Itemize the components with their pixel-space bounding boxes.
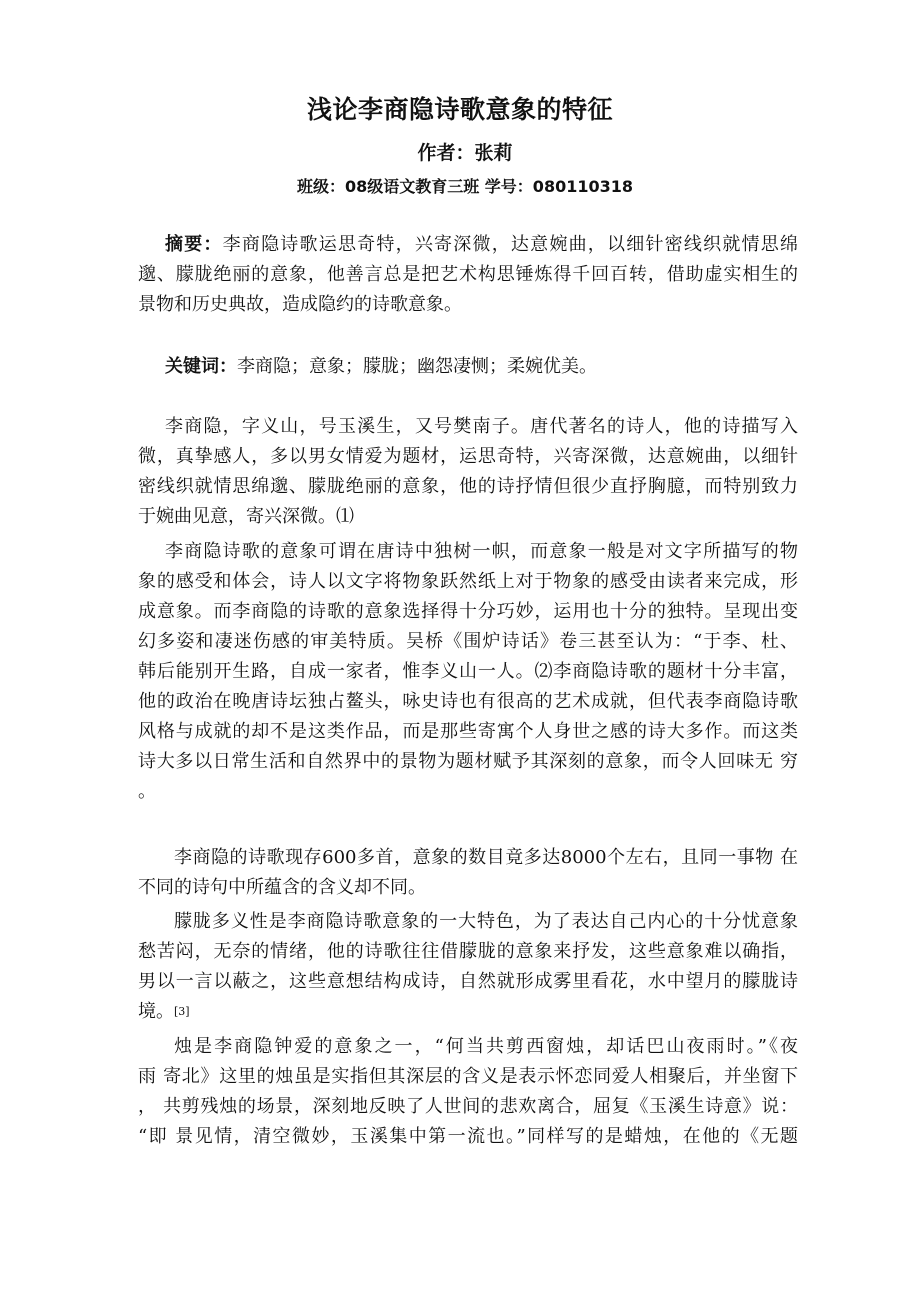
abstract-line [138, 230, 798, 260]
paragraph-4 [138, 907, 798, 1027]
paragraph-line: 微，真挚感人，多以男女情爱为题材，运思奇特，兴寄深微，达意婉曲，以细针 [138, 446, 798, 467]
page-title: 浅论李商隐诗歌意象的特征 [306, 95, 613, 124]
paragraph-line [138, 997, 798, 1027]
abstract-line: 景物和历史典故，造成隐约的诗歌意象。 [138, 294, 462, 315]
paragraph-line: 雨 寄北》这里的烛虽是实指但其深层的含义是表示怀恋同爱人相聚后，并坐窗下 [138, 1066, 798, 1087]
paragraph-line: 成意象。而李商隐的诗歌的意象选择得十分巧妙，运用也十分的独特。呈现出变 [138, 601, 798, 622]
paragraph-line: 幻多姿和凄迷伤感的审美特质。吴桥《围炉诗话》卷三甚至认为：“于李、杜、 [138, 631, 798, 652]
paragraph-line: 男以一言以蔽之，这些意想结构成诗，自然就形成雾里看花，水中望月的朦胧诗 [138, 971, 798, 992]
paragraph-text: 境。 [138, 1001, 174, 1022]
paragraph-line: “即 景见情，清空微妙，玉溪集中第一流也。”同样写的是蜡烛，在他的《无题 [138, 1126, 798, 1147]
paragraph-line: 愁苦闷，无奈的情绪，他的诗歌往往借朦胧的意象来抒发，这些意象难以确指， [138, 941, 798, 962]
keywords-block [138, 352, 798, 382]
paragraph-line: 诗大多以日常生活和自然界中的景物为题材赋予其深刻的意象，而令人回味无 穷 [138, 751, 798, 772]
paragraph-line: 他的政治在晚唐诗坛独占鳌头，咏史诗也有很高的艺术成就，但代表李商隐诗歌 [138, 691, 798, 712]
paragraph-line: 。 [138, 781, 156, 802]
paragraph-3 [138, 843, 798, 903]
paragraph-line: 风格与成就的却不是这类作品，而是那些寄寓个人身世之感的诗大多作。而这类 [138, 721, 798, 742]
paragraph-line: 象的感受和体会，诗人以文字将物象跃然纸上对于物象的感受由读者来完成，形 [138, 571, 798, 592]
paragraph-5 [138, 1032, 798, 1152]
abstract-block [138, 230, 798, 320]
keywords-text: 李商隐；意象；朦胧；幽怨凄恻；柔婉优美。 [237, 356, 597, 377]
paragraph-line: 韩后能别开生路，自成一家者，惟李义山一人。⑵李商隐诗歌的题材十分丰富， [138, 661, 798, 682]
paragraph-line: 李商隐诗歌的意象可谓在唐诗中独树一帜，而意象一般是对文字所描写的物 [165, 541, 798, 562]
paragraph-line: 不同的诗句中所蕴含的含义却不同。 [138, 877, 426, 898]
author-line: 作者：张莉 [417, 142, 513, 164]
keywords-line [138, 352, 798, 382]
keywords-label: 关键词： [165, 356, 237, 377]
paragraph-2 [138, 537, 798, 807]
paragraph-line: 李商隐，字义山，号玉溪生，又号樊南子。唐代著名的诗人，他的诗描写入 [165, 416, 798, 437]
paragraph-line: 烛是李商隐钟爱的意象之一，“何当共剪西窗烛，却话巴山夜雨时。”《夜 [174, 1036, 798, 1057]
paragraph-line: ， 共剪残烛的场景，深刻地反映了人世间的悲欢离合，屈复《玉溪生诗意》说： [138, 1096, 798, 1117]
paragraph-1 [138, 412, 798, 532]
paragraph-line: 密线织就情思绵邈、朦胧绝丽的意象，他的诗抒情但很少直抒胸臆，而特别致力 [138, 476, 798, 497]
footnote-marker: [3] [174, 1005, 190, 1018]
paragraph-line: 朦胧多义性是李商隐诗歌意象的一大特色，为了表达自己内心的十分忧意象 [174, 911, 798, 932]
paragraph-line: 李商隐的诗歌现存600多首，意象的数目竟多达8000个左右，且同一事物 在 [174, 847, 798, 868]
paragraph-line: 于婉曲见意，寄兴深微。⑴ [138, 506, 354, 527]
abstract-line: 邈、朦胧绝丽的意象，他善言总是把艺术构思锤炼得千回百转，借助虚实相生的 [138, 264, 798, 285]
abstract-label: 摘要： [165, 234, 223, 255]
abstract-text: 李商隐诗歌运思奇特，兴寄深微，达意婉曲，以细针密线织就情思绵 [222, 234, 798, 255]
class-info-line: 班级：08级语文教育三班 学号：080110318 [296, 177, 634, 196]
